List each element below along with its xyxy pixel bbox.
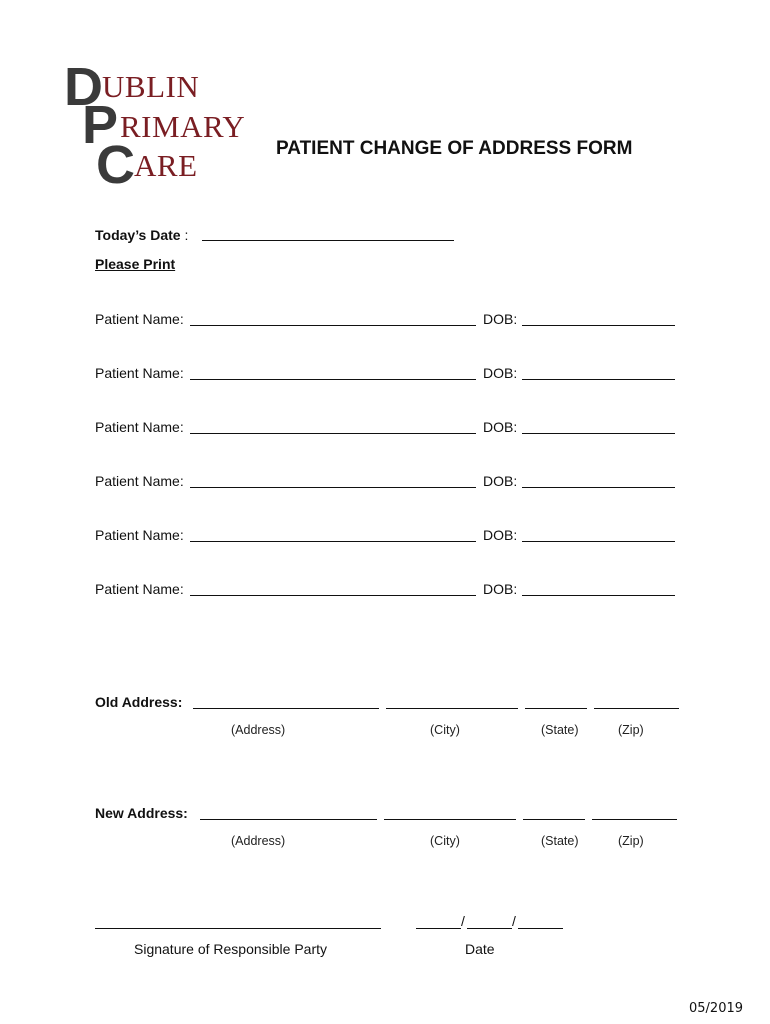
logo-cap-d: D <box>64 57 103 117</box>
patient-name-label: Patient Name: <box>95 581 184 597</box>
dob-label: DOB: <box>483 581 518 597</box>
new-address-street-caption: (Address) <box>231 834 286 848</box>
patient-name-label: Patient Name: <box>95 527 184 543</box>
new-address-label: New Address: <box>95 805 188 821</box>
new-address-zip-caption: (Zip) <box>618 834 644 848</box>
signature-field[interactable] <box>95 928 381 929</box>
dob-label: DOB: <box>483 527 518 543</box>
date-caption: Date <box>465 941 495 957</box>
logo-cap-p: P <box>82 95 119 155</box>
old-address-street-field[interactable] <box>193 708 379 709</box>
todays-date-label <box>95 228 188 242</box>
logo-word-are: ARE <box>134 148 198 183</box>
old-address-city-caption: (City) <box>430 723 460 737</box>
patient-name-label: Patient Name: <box>95 365 184 381</box>
date-year-field[interactable] <box>518 928 563 929</box>
patient-name-label: Patient Name: <box>95 419 184 435</box>
dob-label: DOB: <box>483 419 518 435</box>
new-address-street-field[interactable] <box>200 819 377 820</box>
form-title: PATIENT CHANGE OF ADDRESS FORM <box>276 138 633 159</box>
patient-name-field[interactable] <box>190 595 476 596</box>
logo-cap-c: C <box>96 135 135 195</box>
old-address-zip-field[interactable] <box>594 708 679 709</box>
dob-field[interactable] <box>522 433 675 434</box>
old-address-state-caption: (State) <box>541 723 579 737</box>
dob-field[interactable] <box>522 487 675 488</box>
patient-name-field[interactable] <box>190 325 476 326</box>
new-address-city-caption: (City) <box>430 834 460 848</box>
date-slash-2: / <box>512 913 516 929</box>
patient-name-field[interactable] <box>190 433 476 434</box>
old-address-state-field[interactable] <box>525 708 587 709</box>
signature-caption: Signature of Responsible Party <box>134 941 327 957</box>
dob-field[interactable] <box>522 595 675 596</box>
todays-date-field[interactable] <box>202 240 454 241</box>
new-address-state-field[interactable] <box>523 819 585 820</box>
dob-field[interactable] <box>522 541 675 542</box>
dob-field[interactable] <box>522 325 675 326</box>
patient-row <box>0 366 770 386</box>
old-address-city-field[interactable] <box>386 708 518 709</box>
dublin-primary-care-logo <box>62 57 252 195</box>
new-address-zip-field[interactable] <box>592 819 677 820</box>
new-address-state-caption: (State) <box>541 834 579 848</box>
dob-label: DOB: <box>483 311 518 327</box>
patient-name-field[interactable] <box>190 487 476 488</box>
logo-word-rimary: RIMARY <box>120 109 246 144</box>
patient-row <box>0 312 770 332</box>
new-address-city-field[interactable] <box>384 819 516 820</box>
form-version: 05/2019 <box>689 1001 744 1016</box>
dob-label: DOB: <box>483 473 518 489</box>
patient-name-field[interactable] <box>190 379 476 380</box>
old-address-street-caption: (Address) <box>231 723 286 737</box>
old-address-label: Old Address: <box>95 694 183 710</box>
date-month-field[interactable] <box>416 928 461 929</box>
patient-name-label: Patient Name: <box>95 473 184 489</box>
dob-field[interactable] <box>522 379 675 380</box>
todays-date-separator: : <box>184 227 189 243</box>
patient-row <box>0 474 770 494</box>
patient-row <box>0 528 770 548</box>
date-slash-1: / <box>461 913 465 929</box>
patient-name-label: Patient Name: <box>95 311 184 327</box>
please-print-heading: Please Print <box>95 256 176 272</box>
logo-word-ublin: UBLIN <box>102 69 200 104</box>
dob-label: DOB: <box>483 365 518 381</box>
old-address-zip-caption: (Zip) <box>618 723 644 737</box>
patient-name-field[interactable] <box>190 541 476 542</box>
todays-date-text: Today’s Date <box>95 227 181 243</box>
patient-row <box>0 420 770 440</box>
date-day-field[interactable] <box>467 928 512 929</box>
patient-row <box>0 582 770 602</box>
